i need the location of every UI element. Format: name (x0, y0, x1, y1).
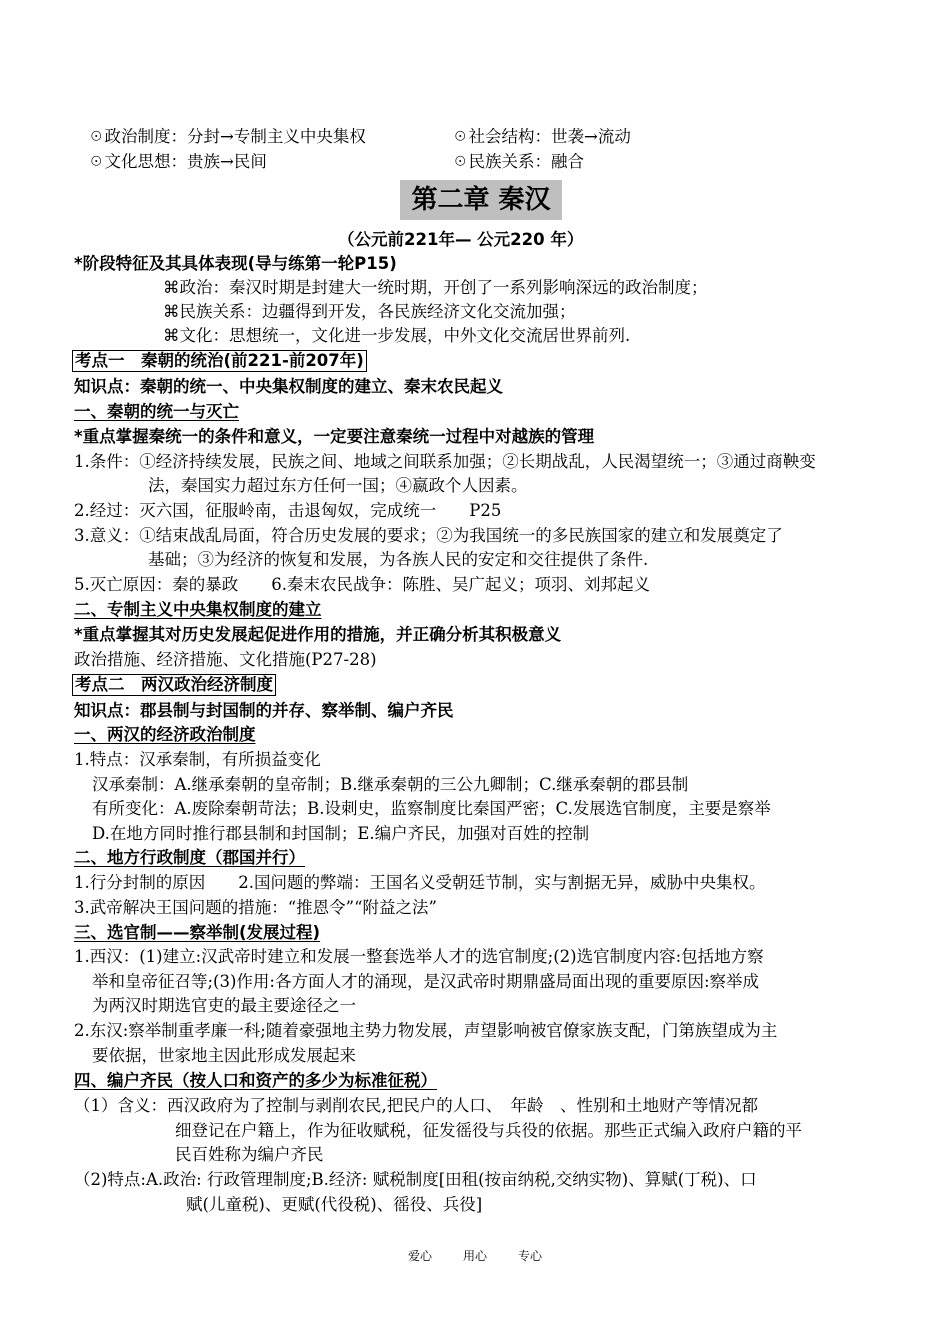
process-line: 2.经过：灭六国，征服岭南，击退匈奴，完成统一 P25 (74, 501, 502, 520)
stage-heading: *阶段特征及其具体表现(导与练第一轮P15) (74, 254, 397, 273)
change-line-2: D.在地方同时推行郡县制和封国制；E.编户齐民，加强对百姓的控制 (92, 824, 590, 843)
kd1-section2-measures: 政治措施、经济措施、文化措施(P27-28) (74, 650, 377, 669)
kd1-section1-focus: *重点掌握秦统一的条件和意义，一定要注意秦统一过程中对越族的管理 (74, 427, 595, 446)
condition-line-2: 法，秦国实力超过东方任何一国；④嬴政个人因素。 (148, 476, 528, 495)
kd2-knowledge: 知识点：郡县制与封国制的并存、察举制、编户齐民 (74, 701, 454, 720)
inherit-line: 汉承秦制：A.继承秦朝的皇帝制；B.继承秦朝的三公九卿制；C.继承秦朝的郡县制 (92, 775, 689, 794)
kd2-title: 考点二 两汉政治经济制度 (72, 674, 276, 696)
local-line-1: 1.行分封制的原因 2.国问题的弊端：王国名义受朝廷节制，实与割据无异，威胁中央集权。 (74, 873, 766, 892)
definition-line-3: 民百姓称为编户齐民 (175, 1145, 324, 1164)
feature-line: 1.特点：汉承秦制，有所损益变化 (74, 750, 321, 769)
kd2-section2-title: 二、地方行政制度（郡国并行） (74, 848, 305, 867)
significance-line-2: 基础；③为经济的恢复和发展，为各族人民的安定和交往提供了条件. (148, 550, 649, 569)
intro-political: ☉政治制度：分封→专制主义中央集权 (88, 127, 366, 146)
condition-line-1: 1.条件：①经济持续发展，民族之间、地域之间联系加强；②长期战乱，人民渴望统一；③通过商鞅变 (74, 452, 816, 471)
footer-item-3: 专心 (518, 1249, 543, 1263)
kd1-section2-title: 二、专制主义中央集权制度的建立 (74, 600, 322, 619)
chapter-period: （公元前221年— 公元220 年） (338, 230, 584, 249)
kd1-section2-focus: *重点掌握其对历史发展起促进作用的措施，并正确分析其积极意义 (74, 625, 562, 644)
kd1-title: 考点一 秦朝的统治(前221-前207年) (72, 350, 367, 372)
stage-item-ethnic: ⌘民族关系：边疆得到开发，各民族经济文化交流加强； (163, 302, 576, 321)
kd1-knowledge: 知识点：秦朝的统一、中央集权制度的建立、秦末农民起义 (74, 377, 503, 396)
local-line-2: 3.武帝解决王国问题的措施：“推恩令”“附益之法” (74, 898, 437, 917)
stage-item-politics: ⌘政治：秦汉时期是封建大一统时期，开创了一系列影响深远的政治制度； (163, 278, 708, 297)
xihan-line-2: 举和皇帝征召等;(3)作用:各方面人才的涌现，是汉武帝时期鼎盛局面出现的重要原因:察举成 (92, 972, 760, 991)
fall-line: 5.灭亡原因：秦的暴政 6.秦末农民战争：陈胜、吴广起义；项羽、刘邦起义 (74, 575, 650, 594)
donghan-line-2: 要依据，世家地主因此形成发展起来 (92, 1046, 356, 1065)
donghan-line-1: 2.东汉:察举制重孝廉一科;随着豪强地主势力物发展，声望影响被官僚家族支配，门第族望成为主 (74, 1021, 778, 1040)
stage-item-culture: ⌘文化：思想统一，文化进一步发展，中外文化交流居世界前列. (163, 326, 631, 345)
intro-ethnic: ☉民族关系：融合 (452, 152, 584, 171)
footer-item-2: 用心 (463, 1249, 488, 1263)
kd2-section4-title: 四、编户齐民（按人口和资产的多少为标准征税） (74, 1071, 437, 1090)
intro-culture: ☉文化思想：贵族→民间 (88, 152, 267, 171)
trait-line-2: 赋(儿童税)、更赋(代役税)、徭役、兵役] (186, 1195, 483, 1214)
definition-line-1: （1）含义：西汉政府为了控制与剥削农民,把民户的人口、 年龄 、性别和土地财产等情况都 (74, 1096, 758, 1115)
kd2-section1-title: 一、两汉的经济政治制度 (74, 725, 256, 744)
definition-line-2: 细登记在户籍上，作为征收赋税，征发徭役与兵役的依据。那些正式编入政府户籍的平 (175, 1121, 802, 1140)
footer-item-1: 爱心 (408, 1249, 433, 1263)
kd1-section1-title: 一、秦朝的统一与灭亡 (74, 402, 239, 421)
change-line-1: 有所变化：A.废除秦朝苛法；B.设刺史，监察制度比秦国严密；C.发展选官制度，主要是察举 (92, 799, 771, 818)
significance-line-1: 3.意义：①结束战乱局面，符合历史发展的要求；②为我国统一的多民族国家的建立和发展奠定了 (74, 526, 783, 545)
intro-social: ☉社会结构：世袭→流动 (452, 127, 631, 146)
xihan-line-1: 1.西汉：(1)建立:汉武帝时建立和发展一整套选举人才的选官制度;(2)选官制度内容:包括地方察 (74, 947, 764, 966)
chapter-title: 第二章 秦汉 (400, 180, 562, 220)
kd2-section3-title: 三、选官制——察举制(发展过程) (74, 923, 321, 942)
xihan-line-3: 为两汉时期选官吏的最主要途径之一 (92, 996, 356, 1015)
trait-line-1: （2)特点:A.政治: 行政管理制度;B.经济: 赋税制度[田租(按亩纳税,交纳实物)、算赋(丁税)、口 (74, 1170, 757, 1189)
